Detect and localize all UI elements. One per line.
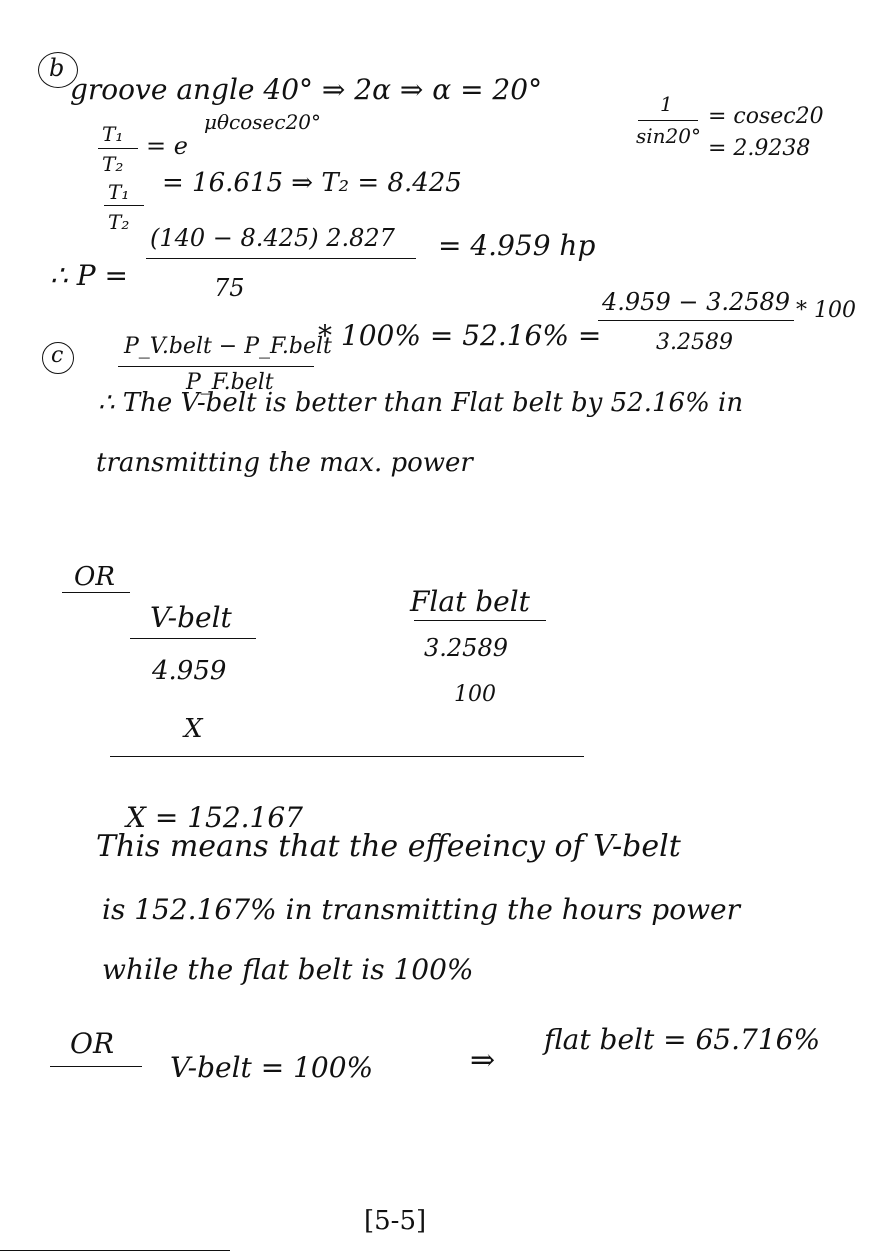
efficiency-fraction-line: [118, 366, 314, 367]
page-number: [5-5]: [364, 1206, 427, 1236]
ratio-exponent: μθcosec20°: [204, 110, 322, 134]
ratio2-denominator: T₂: [108, 210, 130, 234]
side-fraction-line: [638, 120, 698, 121]
flat-header-underline: [414, 620, 546, 621]
groove-angle-line: groove angle 40° ⇒ 2α ⇒ α = 20°: [70, 73, 543, 106]
calc-multiplier: * 100: [796, 298, 856, 323]
part-b-marker: b: [49, 54, 65, 82]
vbelt-100-percent: V-belt = 100%: [170, 1051, 374, 1084]
vbelt-unknown-x: X: [184, 714, 203, 744]
ratio-equals-e: = e: [146, 132, 188, 160]
efficiency-numerator: P_V.belt − P_F.belt: [124, 334, 332, 359]
efficiency-multiplier: * 100% = 52.16% =: [318, 319, 602, 352]
calc-fraction-line: [598, 320, 794, 321]
power-denominator: 75: [214, 274, 245, 302]
or-label-2: OR: [70, 1027, 115, 1060]
power-numerator: (140 − 8.425) 2.827: [150, 224, 395, 252]
power-result: = 4.959 hp: [438, 229, 596, 262]
meaning-line-2: is 152.167% in transmitting the hours power: [102, 893, 740, 926]
flat-belt-percent: flat belt = 65.716%: [544, 1023, 821, 1056]
power-fraction-line: [146, 258, 416, 259]
side-value: = 2.9238: [708, 136, 811, 161]
or-underline-2: [50, 1066, 142, 1067]
meaning-line-1: This means that the effeeincy of V-belt: [96, 829, 681, 864]
vbelt-header-underline: [130, 638, 256, 639]
part-c-marker: c: [51, 343, 64, 368]
or-label-1: OR: [74, 562, 115, 592]
or2-arrow: ⇒: [470, 1043, 496, 1078]
flat-power-value: 3.2589: [424, 634, 508, 662]
proportion-line: [110, 756, 584, 757]
conclusion-line-2: transmitting the max. power: [96, 448, 473, 478]
ratio2-numerator: T₁: [108, 180, 130, 204]
vbelt-column-header: V-belt: [150, 601, 232, 634]
flat-percent-value: 100: [454, 682, 496, 707]
ratio-numerator: T₁: [102, 122, 124, 146]
x-result: X = 152.167: [126, 801, 303, 834]
ratio2-equation: = 16.615 ⇒ T₂ = 8.425: [162, 168, 462, 198]
side-cosec: = cosec20: [708, 104, 824, 129]
ratio-denominator: T₂: [102, 152, 124, 176]
meaning-line-3: while the flat belt is 100%: [102, 953, 474, 986]
side-numerator: 1: [660, 92, 673, 116]
calc-numerator: 4.959 − 3.2589: [602, 288, 791, 316]
power-prefix: ∴ P =: [50, 259, 128, 292]
side-denominator: sin20°: [636, 124, 701, 148]
bottom-rule: [0, 1250, 230, 1251]
ratio-fraction-line: [98, 148, 138, 149]
efficiency-denominator: P_F.belt: [186, 370, 274, 395]
or-underline-1: [62, 592, 130, 593]
flat-column-header: Flat belt: [410, 585, 530, 618]
conclusion-line-1: ∴ The V-belt is better than Flat belt by 52.16% in: [98, 388, 744, 418]
vbelt-power-value: 4.959: [152, 656, 227, 686]
calc-denominator: 3.2589: [656, 330, 733, 355]
ratio2-fraction-line: [104, 205, 144, 206]
